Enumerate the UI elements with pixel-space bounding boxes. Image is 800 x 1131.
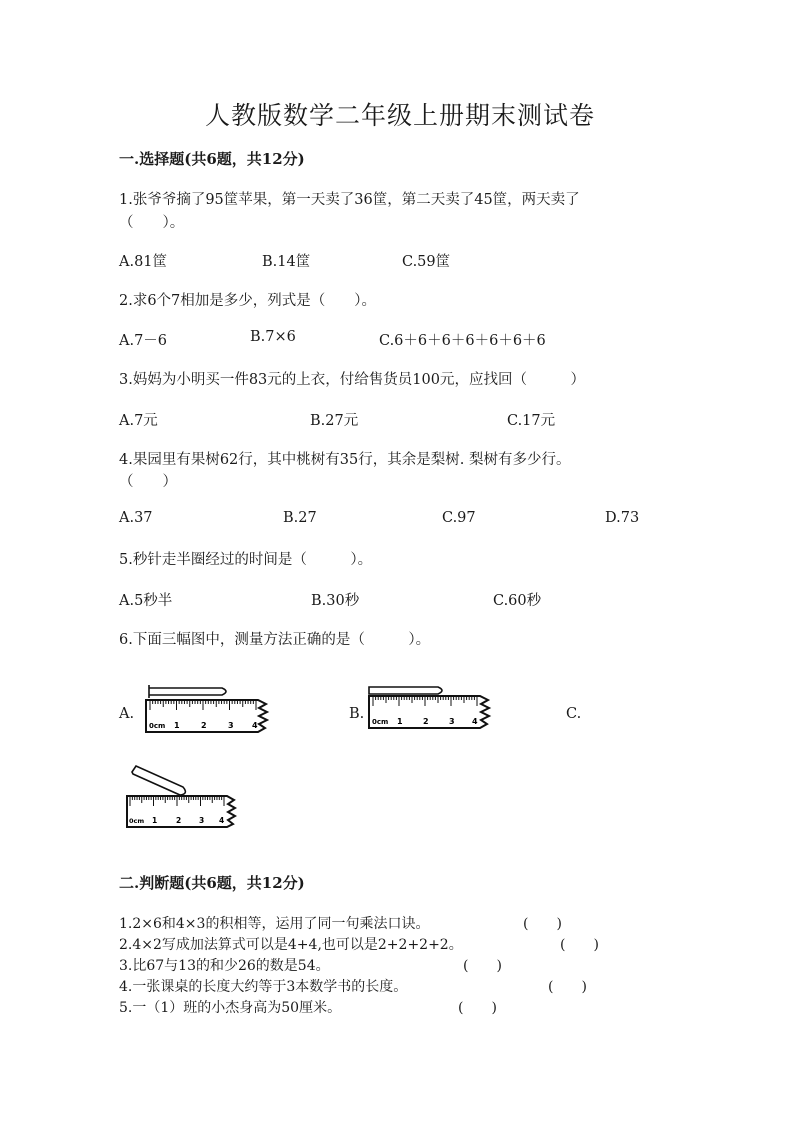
judgement-answer-3[interactable]: ( )	[463, 958, 502, 974]
ruler-label-1-c: 1	[152, 816, 158, 825]
ruler-unit-c: 0cm	[129, 817, 145, 825]
ruler-label-1-a: 1	[174, 721, 180, 730]
ruler-label-3-b: 3	[449, 717, 455, 726]
ruler-label-2-c: 2	[176, 816, 182, 825]
judgement-answer-4[interactable]: ( )	[548, 979, 587, 995]
ruler-unit-b: 0cm	[372, 718, 389, 726]
q5-option-c[interactable]: C.60秒	[493, 593, 542, 609]
q4-option-a[interactable]: A.37	[119, 510, 153, 526]
ruler-label-4-b: 4	[472, 717, 478, 726]
q4-option-b[interactable]: B.27	[283, 510, 317, 526]
ruler-label-2-b: 2	[423, 717, 429, 726]
judgement-answer-5[interactable]: ( )	[458, 1000, 497, 1016]
pencil-b	[369, 687, 442, 694]
question-6: 6.下面三幅图中，测量方法正确的是（ ）。	[119, 632, 431, 648]
pencil-a	[149, 685, 226, 698]
judgement-item-3: 3.比67与13的和少26的数是54。	[119, 958, 330, 974]
ruler-label-4-a: 4	[252, 721, 258, 730]
ruler-label-3-c: 3	[199, 816, 205, 825]
q3-option-a[interactable]: A.7元	[119, 413, 158, 429]
ruler-figure-c	[123, 764, 241, 830]
q5-option-a[interactable]: A.5秒半	[119, 593, 173, 609]
question-3: 3.妈妈为小明买一件83元的上衣，付给售货员100元，应找回（ ）	[119, 372, 585, 388]
q2-option-b[interactable]: B.7×6	[250, 329, 296, 345]
q1-option-b[interactable]: B.14筐	[262, 254, 311, 270]
q1-option-c[interactable]: C.59筐	[402, 254, 451, 270]
question-5: 5.秒针走半圈经过的时间是（ ）。	[119, 552, 373, 568]
judgement-answer-1[interactable]: ( )	[523, 916, 562, 932]
section-heading-judgement: 二.判断题(共6题，共12分)	[119, 874, 305, 892]
question-1: 1.张爷爷摘了95筐苹果，第一天卖了36筐，第二天卖了45筐，两天卖了	[119, 192, 580, 208]
question-1-blank: （ ）。	[119, 215, 185, 231]
ruler-figure-b	[366, 684, 494, 738]
ruler-label-2-a: 2	[201, 721, 207, 730]
section-heading-choice: 一.选择题(共6题，共12分)	[119, 150, 305, 168]
question-2: 2.求6个7相加是多少，列式是（ ）。	[119, 293, 377, 309]
ruler-label-4-c: 4	[219, 816, 225, 825]
judgement-item-5: 5.一（1）班的小杰身高为50厘米。	[119, 1000, 342, 1016]
question-4: 4.果园里有果树62行，其中桃树有35行，其余是梨树. 梨树有多少行。	[119, 452, 571, 468]
q6-option-b[interactable]: B.	[349, 706, 365, 722]
judgement-answer-2[interactable]: ( )	[560, 937, 599, 953]
q4-option-d[interactable]: D.73	[605, 510, 640, 526]
pencil-c	[132, 766, 185, 795]
ruler-label-3-a: 3	[228, 721, 234, 730]
question-4-blank: （ ）	[119, 474, 177, 490]
q3-option-c[interactable]: C.17元	[507, 413, 556, 429]
ruler-label-1-b: 1	[397, 717, 403, 726]
q2-option-a[interactable]: A.7－6	[119, 333, 168, 349]
q6-option-a[interactable]: A.	[119, 706, 135, 722]
ruler-figure-a	[142, 684, 274, 740]
page-title: 人教版数学二年级上册期末测试卷	[204, 101, 595, 130]
q4-option-c[interactable]: C.97	[442, 510, 476, 526]
judgement-item-1: 1.2×6和4×3的积相等，运用了同一句乘法口诀。	[119, 916, 430, 932]
q3-option-b[interactable]: B.27元	[310, 413, 359, 429]
judgement-item-4: 4.一张课桌的长度大约等于3本数学书的长度。	[119, 979, 408, 995]
ruler-unit-a: 0cm	[149, 722, 166, 730]
q2-option-c[interactable]: C.6＋6＋6＋6＋6＋6＋6	[379, 333, 546, 349]
q6-option-c[interactable]: C.	[566, 706, 582, 722]
judgement-item-2: 2.4×2写成加法算式可以是4+4,也可以是2+2+2+2。	[119, 937, 463, 953]
q5-option-b[interactable]: B.30秒	[311, 593, 360, 609]
q1-option-a[interactable]: A.81筐	[119, 254, 168, 270]
